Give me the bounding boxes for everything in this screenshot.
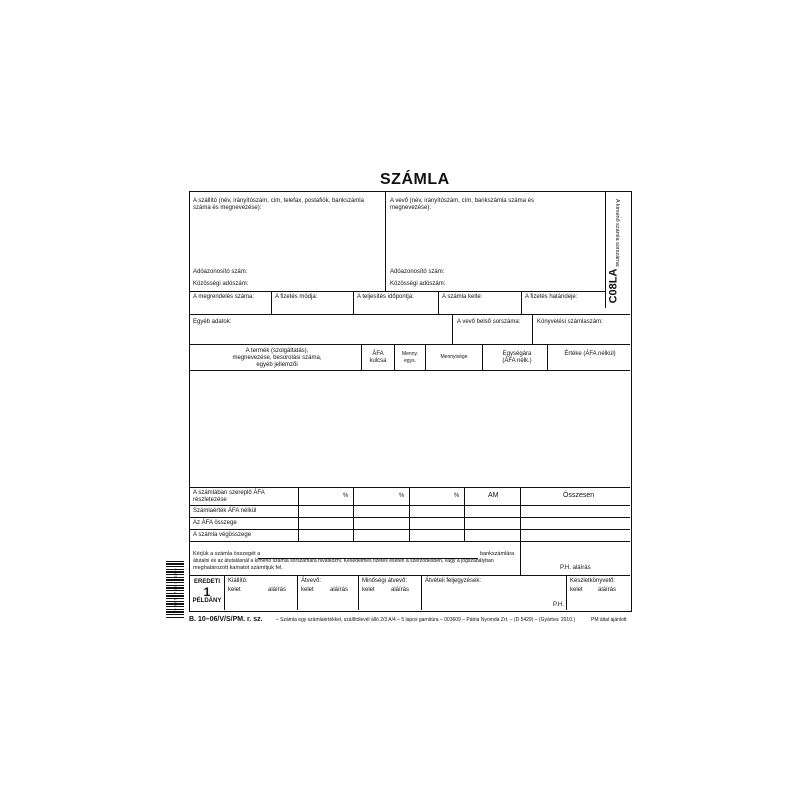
pct-cell-2: % bbox=[399, 493, 405, 499]
receiver-signature-label: aláírás bbox=[330, 587, 349, 593]
stock-accountant-label: Készletkönyvelő: bbox=[570, 578, 616, 584]
total-header: Összesen bbox=[563, 492, 595, 499]
receipt-notes-label: Átvételi feljegyzések: bbox=[425, 578, 482, 584]
pct-cell-3: % bbox=[454, 493, 460, 499]
receipt-notes-ph: P.H. bbox=[553, 602, 564, 608]
recommended-label: PM által ajánlott bbox=[591, 617, 627, 623]
net-value-label: Számlaérték ÁFA nélkül bbox=[193, 508, 257, 514]
invoice-date-label: A számla kelte: bbox=[442, 294, 483, 300]
quantity-column-header: Mennyisége bbox=[440, 354, 468, 360]
fulfillment-date-label: A teljesítés időpontja: bbox=[357, 294, 414, 300]
buyer-serial-label: A vevő belső sorszáma: bbox=[457, 319, 521, 325]
quality-receiver-date-label: kelet bbox=[362, 587, 375, 593]
unit-column-header: Menny. egys. bbox=[401, 351, 419, 364]
vat-rate-column-header: ÁFA kulcsa bbox=[369, 351, 387, 364]
issuer-date-label: kelet bbox=[228, 587, 241, 593]
stock-accountant-signature-label: aláírás bbox=[598, 587, 617, 593]
copy-indicator: EREDETI 1 PÉLDÁNY bbox=[192, 579, 222, 604]
stamp-signature-label: P.H. aláírás bbox=[560, 565, 591, 571]
payment-note-line1b: bankszámlára bbox=[480, 551, 515, 557]
quality-receiver-label: Minőségi átvevő: bbox=[362, 578, 408, 584]
ledger-account-label: Könyvelési számlaszám: bbox=[537, 319, 603, 325]
unit-price-column-header: Egységára (ÁFA nélk.) bbox=[502, 351, 532, 364]
items-area[interactable] bbox=[190, 371, 629, 487]
supplier-label: A szállító (név, irányítószám, cím, telefax, postafiók, bankszámla száma és megnevezése): bbox=[193, 198, 364, 211]
buyer-tax-id: Adóazonosító szám: bbox=[390, 269, 445, 275]
gross-total-label: A számla végösszege bbox=[193, 532, 252, 538]
vat-breakdown-label: A számlában szereplő ÁFA részletezése bbox=[193, 490, 265, 503]
other-data-label: Egyéb adatok: bbox=[193, 319, 232, 325]
supplier-eu-tax-id: Közösségi adószám: bbox=[193, 281, 249, 287]
stock-accountant-date-label: kelet bbox=[570, 587, 583, 593]
payment-note-line3: meghatározott kamatot számítjuk fel. bbox=[193, 565, 283, 571]
form-description: – Számla egy számlaértékkel, szállítólevél álló 2/3 A/4 – 5 lapos garnitúra – 003609 – Pátria Nyomda Zrt. – (D 5429) – (Gyártva: 2010.) bbox=[276, 617, 576, 623]
pct-cell-1: % bbox=[343, 493, 349, 499]
quality-receiver-signature-label: aláírás bbox=[391, 587, 410, 593]
issuer-label: Kiállító: bbox=[228, 578, 248, 584]
receiver-date-label: kelet bbox=[301, 587, 314, 593]
barcode bbox=[164, 561, 186, 619]
receiver-label: Átvevő: bbox=[301, 578, 322, 584]
supplier-tax-id: Adóazonosító szám: bbox=[193, 269, 248, 275]
payment-method-label: A fizetés módja: bbox=[275, 294, 318, 300]
value-column-header: Értéke (ÁFA nélkül) bbox=[564, 351, 616, 357]
order-number-label: A megrendelés száma: bbox=[193, 294, 255, 300]
document-title: SZÁMLA bbox=[380, 171, 450, 188]
form-code: C08LA bbox=[607, 268, 620, 304]
buyer-eu-tax-id: Közösségi adószám: bbox=[390, 281, 446, 287]
vat-amount-label: Az ÁFA összege bbox=[193, 520, 237, 526]
form-code-number: B. 10–06/V/S/PM. r. sz. bbox=[189, 616, 263, 623]
serial-number-label: A kimenő számla sorszáma: bbox=[614, 199, 620, 268]
due-date-label: A fizetés határideje: bbox=[525, 294, 578, 300]
am-cell: AM bbox=[488, 492, 499, 499]
payment-note-line2: átutalni és az átutalásnál a kimenő számla sorszámára hivatkozni. Késedelmes fizetés esetén a szerződésben, vagy a jogszabályban bbox=[193, 558, 494, 564]
payment-note-line1a: Kérjük a számla összegét a bbox=[193, 551, 261, 557]
product-column-header: A termék (szolgáltatás), megnevezése, besorolási száma, egyéb jellemzői bbox=[232, 348, 322, 368]
issuer-signature-label: aláírás bbox=[268, 587, 287, 593]
buyer-label: A vevő (név, irányítószám, cím, bankszámla száma és megnevezése): bbox=[390, 198, 534, 211]
barcode-number: 5 9 9 7 4 7 9 7 7 2 1 0 4 bbox=[172, 568, 178, 611]
